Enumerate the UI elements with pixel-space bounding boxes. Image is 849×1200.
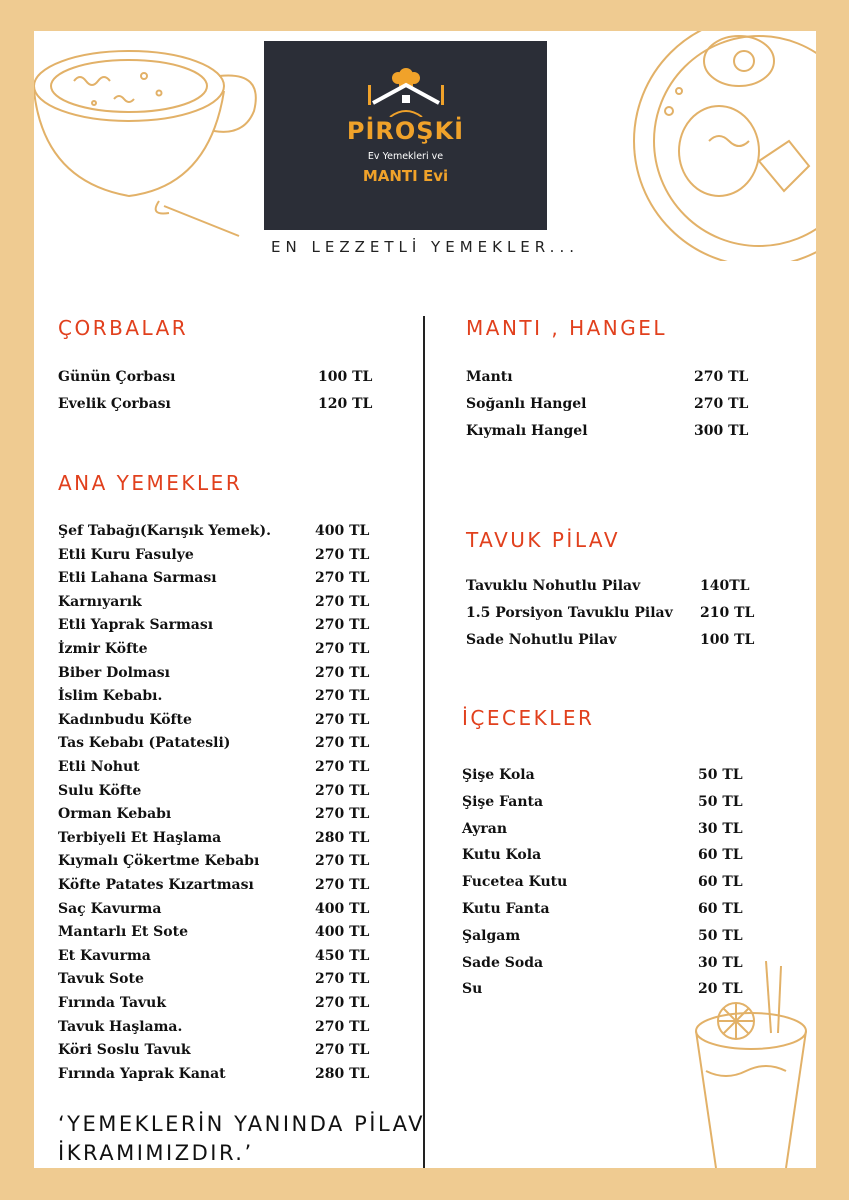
menu-item-name: Ayran	[462, 820, 508, 837]
corbalar-heading: ÇORBALAR	[58, 316, 189, 340]
logo-subtitle: Ev Yemekleri ve	[367, 151, 444, 162]
menu-item-price: 270 TL	[315, 641, 370, 657]
menu-item-price: 270 TL	[694, 396, 749, 412]
menu-item-price: 400 TL	[315, 900, 370, 917]
menu-item-name: Kutu Kola	[462, 847, 542, 864]
menu-item-price: 270 TL	[315, 853, 370, 870]
menu-item-name: Sade Soda	[462, 954, 544, 971]
footer-line-2: İKRAMIMIZDIR.’	[58, 1141, 254, 1165]
tagline: EN LEZZETLİ YEMEKLER...	[271, 238, 579, 256]
menu-item-name: Mantarlı Et Sote	[58, 924, 189, 941]
menu-item-name: Şişe Fanta	[462, 793, 544, 810]
menu-item-name: Tavuk Haşlama.	[58, 1018, 183, 1035]
menu-item-price: 270 TL	[315, 688, 370, 705]
menu-item-name: Etli Yaprak Sarması	[58, 617, 214, 634]
menu-item-name: Fırında Tavuk	[58, 995, 167, 1011]
menu-item-price: 60 TL	[698, 847, 743, 864]
menu-item-name: Etli Lahana Sarması	[58, 570, 217, 587]
menu-item-price: 270 TL	[315, 664, 370, 681]
menu-item-name: Tavuklu Nohutlu Pilav	[466, 578, 641, 594]
menu-item-price: 210 TL	[700, 605, 755, 621]
menu-item-name: Mantı	[466, 369, 513, 385]
menu-item-price: 100 TL	[700, 632, 755, 648]
menu-item-price: 280 TL	[315, 829, 370, 846]
tavuk-heading: TAVUK PİLAV	[466, 528, 621, 552]
menu-item-name: Et Kavurma	[58, 947, 151, 964]
restaurant-logo	[264, 41, 547, 230]
menu-item-name: Kıymalı Çökertme Kebabı	[58, 853, 260, 870]
menu-item-name: Günün Çorbası	[58, 369, 176, 385]
menu-item-price: 270 TL	[315, 995, 370, 1011]
footer-note	[58, 1110, 425, 1168]
logo-brand: PİROŞKİ	[346, 117, 465, 145]
menu-item-price: 60 TL	[698, 901, 743, 917]
menu-item-name: Biber Dolması	[58, 664, 170, 681]
menu-item-price: 270 TL	[315, 546, 370, 563]
menu-item-price: 50 TL	[698, 793, 743, 810]
menu-item-name: Karnıyarık	[58, 593, 142, 610]
menu-item-name: Fucetea Kutu	[462, 874, 568, 891]
menu-item-price: 400 TL	[315, 523, 370, 539]
menu-item-name: Tavuk Sote	[58, 971, 144, 988]
chef-hat-house-icon	[365, 65, 447, 117]
menu-item-name: Etli Kuru Fasulye	[58, 546, 194, 563]
menu-item-price: 270 TL	[694, 369, 749, 385]
menu-item-price: 100 TL	[318, 369, 373, 385]
menu-item-price: 270 TL	[315, 711, 370, 728]
icecekler-heading: İÇECEKLER	[462, 706, 595, 730]
footer-line-1: ‘YEMEKLERİN YANINDA PİLAV	[58, 1112, 426, 1136]
menu-item-name: Kıymalı Hangel	[466, 423, 588, 439]
menu-item-price: 270 TL	[315, 735, 370, 752]
menu-item-name: İzmir Köfte	[58, 641, 148, 657]
menu-item-price: 270 TL	[315, 1018, 370, 1035]
menu-item-name: Kutu Fanta	[462, 901, 550, 917]
menu-item-price: 30 TL	[698, 820, 743, 837]
menu-item-price: 270 TL	[315, 971, 370, 988]
menu-item-name: Evelik Çorbası	[58, 396, 171, 412]
menu-item-name: Etli Nohut	[58, 759, 140, 775]
menu-item-name: Fırında Yaprak Kanat	[58, 1065, 226, 1082]
menu-item-price: 300 TL	[694, 423, 749, 439]
menu-item-price: 270 TL	[315, 1042, 370, 1059]
menu-item-name: Şalgam	[462, 927, 521, 944]
menu-item-price: 270 TL	[315, 759, 370, 775]
menu-item-name: 1.5 Porsiyon Tavuklu Pilav	[466, 605, 673, 621]
menu-item-price: 50 TL	[698, 767, 743, 783]
ana-heading: ANA YEMEKLER	[58, 471, 243, 495]
menu-item-price: 270 TL	[315, 570, 370, 587]
menu-item-price: 60 TL	[698, 874, 743, 891]
menu-item-name: Köri Soslu Tavuk	[58, 1042, 191, 1059]
menu-item-name: Terbiyeli Et Haşlama	[58, 829, 222, 846]
menu-item-price: 270 TL	[315, 806, 370, 823]
logo-brand-secondary: MANTI Evi	[362, 167, 449, 185]
plate-illustration	[609, 31, 816, 261]
menu-item-price: 400 TL	[315, 924, 370, 941]
menu-item-price: 270 TL	[315, 782, 370, 799]
menu-item-price: 270 TL	[315, 617, 370, 634]
menu-item-name: Köfte Patates Kızartması	[58, 877, 254, 893]
menu-item-price: 450 TL	[315, 947, 370, 964]
menu-item-price: 270 TL	[315, 593, 370, 610]
menu-item-price: 120 TL	[318, 396, 373, 412]
soup-bowl-illustration	[34, 31, 264, 241]
menu-item-price: 30 TL	[698, 954, 743, 971]
menu-item-name: Şef Tabağı(Karışık Yemek).	[58, 523, 271, 539]
manti-heading: MANTI , HANGEL	[466, 316, 668, 340]
column-divider	[423, 316, 425, 1168]
menu-item-price: 280 TL	[315, 1065, 370, 1082]
menu-item-price: 140TL	[700, 578, 750, 594]
menu-item-name: Soğanlı Hangel	[466, 396, 587, 412]
menu-item-name: Su	[462, 981, 483, 998]
menu-item-price: 20 TL	[698, 981, 743, 998]
menu-item-name: Kadınbudu Köfte	[58, 711, 192, 728]
menu-item-name: Sade Nohutlu Pilav	[466, 632, 617, 648]
menu-item-name: Tas Kebabı (Patatesli)	[58, 735, 231, 752]
menu-item-name: Orman Kebabı	[58, 806, 172, 823]
menu-item-name: Saç Kavurma	[58, 900, 162, 917]
menu-item-name: İslim Kebabı.	[58, 688, 163, 705]
menu-item-name: Şişe Kola	[462, 767, 535, 783]
menu-item-price: 50 TL	[698, 927, 743, 944]
menu-item-name: Sulu Köfte	[58, 782, 142, 799]
menu-item-price: 270 TL	[315, 877, 370, 893]
